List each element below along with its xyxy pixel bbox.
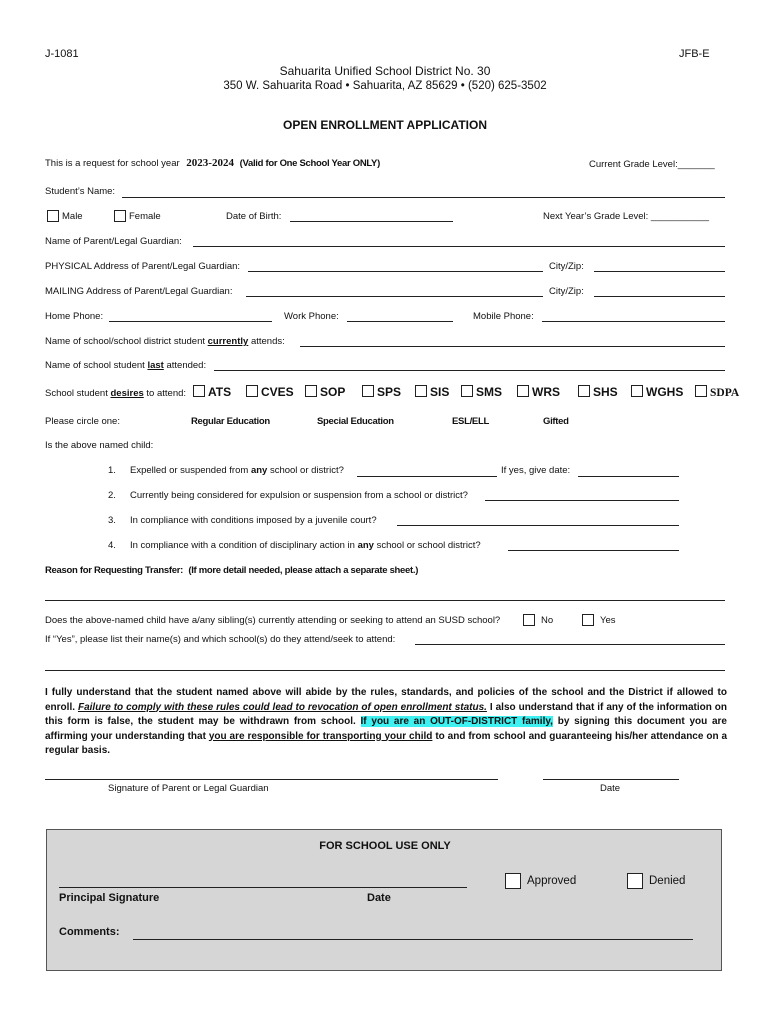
parent-signature-field[interactable] xyxy=(45,779,498,780)
last-school-suffix: attended: xyxy=(166,360,207,371)
last-school-keyword: last xyxy=(147,360,164,371)
parent-signature-label: Signature of Parent or Legal Guardian xyxy=(108,783,269,794)
school-year-row xyxy=(45,157,380,169)
school-use-title: FOR SCHOOL USE ONLY xyxy=(319,840,451,852)
mobile-phone-field[interactable] xyxy=(542,321,725,322)
program-gifted[interactable]: Gifted xyxy=(543,416,569,427)
current-school-field[interactable] xyxy=(300,346,725,347)
school-year-prefix: This is a request for school year xyxy=(45,158,180,169)
school-option-sps[interactable] xyxy=(362,385,401,399)
district-address: 350 W. Sahuarita Road • Sahuarita, AZ 85629 • (520) 625-3502 xyxy=(223,80,547,92)
school-year-value: 2023-2024 xyxy=(186,157,234,169)
condition-3-num: 3. xyxy=(108,515,116,526)
mailing-city-zip-field[interactable] xyxy=(594,296,725,297)
program-regular[interactable]: Regular Education xyxy=(191,416,270,427)
physical-address-field[interactable] xyxy=(248,271,543,272)
denied-checkbox[interactable] xyxy=(627,873,643,889)
agreement-part-5: by signing this document you are affirming your understanding that xyxy=(45,716,727,742)
condition-1-field[interactable] xyxy=(357,476,497,477)
work-phone-field[interactable] xyxy=(347,321,453,322)
principal-signature-label: Principal Signature xyxy=(59,892,160,904)
sibling-no-checkbox[interactable] xyxy=(523,614,535,626)
condition-3-text: In compliance with conditions imposed by a juvenile court? xyxy=(130,515,377,526)
school-cves-label: CVES xyxy=(261,385,294,399)
mobile-phone-label: Mobile Phone: xyxy=(473,311,534,322)
school-wrs-checkbox[interactable] xyxy=(517,385,529,397)
sibling-list-field-1[interactable] xyxy=(415,644,725,645)
school-sps-checkbox[interactable] xyxy=(362,385,374,397)
school-sms-checkbox[interactable] xyxy=(461,385,473,397)
school-use-box xyxy=(46,829,722,971)
agreement-part-1: I fully understand that the student named above will abide by the rules, standards, and policies of the school and the District if allowed to enroll. xyxy=(45,687,727,713)
last-school-prefix: Name of school student xyxy=(45,360,145,371)
guardian-name-label: Name of Parent/Legal Guardian: xyxy=(45,236,182,247)
guardian-name-field[interactable] xyxy=(193,246,725,247)
transfer-reason-field[interactable] xyxy=(45,600,725,601)
school-option-sdpa[interactable] xyxy=(695,385,739,399)
last-school-field[interactable] xyxy=(214,370,725,371)
next-grade-field[interactable]: Next Year’s Grade Level: ___________ xyxy=(543,211,710,222)
school-ats-checkbox[interactable] xyxy=(193,385,205,397)
office-date-label: Date xyxy=(367,892,391,904)
condition-2-num: 2. xyxy=(108,490,116,501)
condition-1-date-label: If yes, give date: xyxy=(501,465,571,476)
agreement-paragraph xyxy=(45,686,727,759)
program-esl[interactable]: ESL/ELL xyxy=(452,416,489,427)
school-sop-label: SOP xyxy=(320,385,346,399)
desired-school-suffix: to attend: xyxy=(146,388,187,399)
signature-date-label: Date xyxy=(600,783,621,794)
female-checkbox[interactable] xyxy=(114,210,126,222)
page-title: OPEN ENROLLMENT APPLICATION xyxy=(283,118,487,132)
condition-2-field[interactable] xyxy=(485,500,679,501)
district-name: Sahuarita Unified School District No. 30 xyxy=(279,64,491,78)
condition-1-post: school or district? xyxy=(269,465,344,476)
condition-1-date-field[interactable] xyxy=(578,476,679,477)
mailing-city-zip-label: City/Zip: xyxy=(549,286,584,297)
current-school-suffix: attends: xyxy=(250,336,285,347)
condition-4-num: 4. xyxy=(108,540,116,551)
school-sms-label: SMS xyxy=(476,385,503,399)
conditions-intro: Is the above named child: xyxy=(45,440,154,451)
approved-label: Approved xyxy=(527,875,577,887)
work-phone-label: Work Phone: xyxy=(284,311,339,322)
policy-code: JFB-E xyxy=(679,48,710,60)
school-year-note: (Valid for One School Year ONLY) xyxy=(239,158,380,169)
school-cves-checkbox[interactable] xyxy=(246,385,258,397)
school-shs-label: SHS xyxy=(593,385,618,399)
school-wrs-label: WRS xyxy=(532,385,560,399)
condition-4-text xyxy=(130,540,481,551)
sibling-question: Does the above-named child have a/any sibling(s) currently attending or seeking to attend an SUSD school? xyxy=(45,615,501,626)
school-wghs-label: WGHS xyxy=(646,385,684,399)
condition-4-post: school or school district? xyxy=(376,540,481,551)
sibling-yes-label: Yes xyxy=(600,615,616,626)
current-school-prefix: Name of school/school district student xyxy=(45,336,205,347)
school-option-sop[interactable] xyxy=(305,385,345,399)
agreement-part-3: I also understand that if any of the information on this form is false, the student may be withdrawn from school. xyxy=(45,701,727,727)
student-name-field[interactable] xyxy=(122,197,725,198)
school-sis-checkbox[interactable] xyxy=(415,385,427,397)
school-option-sms[interactable] xyxy=(461,385,502,399)
condition-3-field[interactable] xyxy=(397,525,679,526)
agreement-part-2: Failure to comply with these rules could lead to revocation of open enrollment status. xyxy=(77,701,487,713)
dob-label: Date of Birth: xyxy=(226,211,282,222)
transfer-reason-label xyxy=(45,565,418,576)
school-sop-checkbox[interactable] xyxy=(305,385,317,397)
condition-4-bold: any xyxy=(357,540,374,551)
school-option-wrs[interactable] xyxy=(517,385,560,399)
school-wghs-checkbox[interactable] xyxy=(631,385,643,397)
approved-checkbox[interactable] xyxy=(505,873,521,889)
signature-date-field[interactable] xyxy=(543,779,679,780)
agreement-out-of-district-highlight: If you are an OUT-OF-DISTRICT family, xyxy=(360,716,553,727)
current-school-keyword: currently xyxy=(207,336,249,347)
home-phone-field[interactable] xyxy=(109,321,272,322)
comments-label: Comments: xyxy=(59,926,120,938)
form-code: J-1081 xyxy=(45,48,79,60)
student-name-label: Student’s Name: xyxy=(45,186,116,197)
condition-1-bold: any xyxy=(250,465,268,476)
sibling-list-label: If “Yes”, please list their name(s) and which school(s) do they attend/seek to attend: xyxy=(45,634,396,645)
school-sis-label: SIS xyxy=(430,385,450,399)
program-label: Please circle one: xyxy=(45,416,120,427)
school-option-shs[interactable] xyxy=(578,385,618,399)
physical-address-label: PHYSICAL Address of Parent/Legal Guardian: xyxy=(45,261,241,272)
school-ats-label: ATS xyxy=(208,385,232,399)
comments-field[interactable] xyxy=(133,939,693,940)
condition-4-field[interactable] xyxy=(508,550,679,551)
physical-city-zip-label: City/Zip: xyxy=(549,261,584,272)
desired-school-prefix: School student xyxy=(45,388,108,399)
male-label: Male xyxy=(62,211,83,222)
agreement-transport-responsibility: you are responsible for transporting your child xyxy=(208,730,433,742)
dob-field[interactable] xyxy=(290,221,453,222)
current-school-label xyxy=(45,336,285,347)
school-sps-label: SPS xyxy=(377,385,402,399)
school-option-ats[interactable] xyxy=(193,385,231,399)
male-checkbox[interactable] xyxy=(47,210,59,222)
school-shs-checkbox[interactable] xyxy=(578,385,590,397)
school-sdpa-label: SDPA xyxy=(710,387,740,399)
condition-4-pre: In compliance with a condition of disciplinary action in xyxy=(130,540,355,551)
desired-school-keyword: desires xyxy=(110,388,144,399)
school-option-sis[interactable] xyxy=(415,385,449,399)
principal-signature-field[interactable] xyxy=(59,887,467,888)
mailing-address-field[interactable] xyxy=(246,296,543,297)
transfer-reason-title: Reason for Requesting Transfer: xyxy=(45,565,183,576)
last-school-label xyxy=(45,360,206,371)
sibling-yes-checkbox[interactable] xyxy=(582,614,594,626)
home-phone-label: Home Phone: xyxy=(45,311,104,322)
current-grade-field[interactable]: Current Grade Level:_______ xyxy=(589,159,715,170)
agreement-part-7: to and from school and guaranteeing his/her attendance on a regular basis. xyxy=(45,730,728,756)
female-label: Female xyxy=(129,211,161,222)
transfer-reason-note: (If more detail needed, please attach a separate sheet.) xyxy=(188,565,419,576)
mailing-address-label: MAILING Address of Parent/Legal Guardian: xyxy=(45,286,233,297)
school-option-wghs[interactable] xyxy=(631,385,683,399)
denied-label: Denied xyxy=(649,875,686,887)
condition-1-num: 1. xyxy=(108,465,116,476)
desired-school-label xyxy=(45,388,186,399)
sibling-no-label: No xyxy=(541,615,554,626)
school-sdpa-checkbox[interactable] xyxy=(695,385,707,397)
program-special[interactable]: Special Education xyxy=(317,416,394,427)
condition-1-pre: Expelled or suspended from xyxy=(130,465,249,476)
physical-city-zip-field[interactable] xyxy=(594,271,725,272)
condition-2-text: Currently being considered for expulsion or suspension from a school or district? xyxy=(130,490,468,501)
school-option-cves[interactable] xyxy=(246,385,294,399)
sibling-list-field-2[interactable] xyxy=(45,670,725,671)
condition-1-text xyxy=(130,465,344,476)
